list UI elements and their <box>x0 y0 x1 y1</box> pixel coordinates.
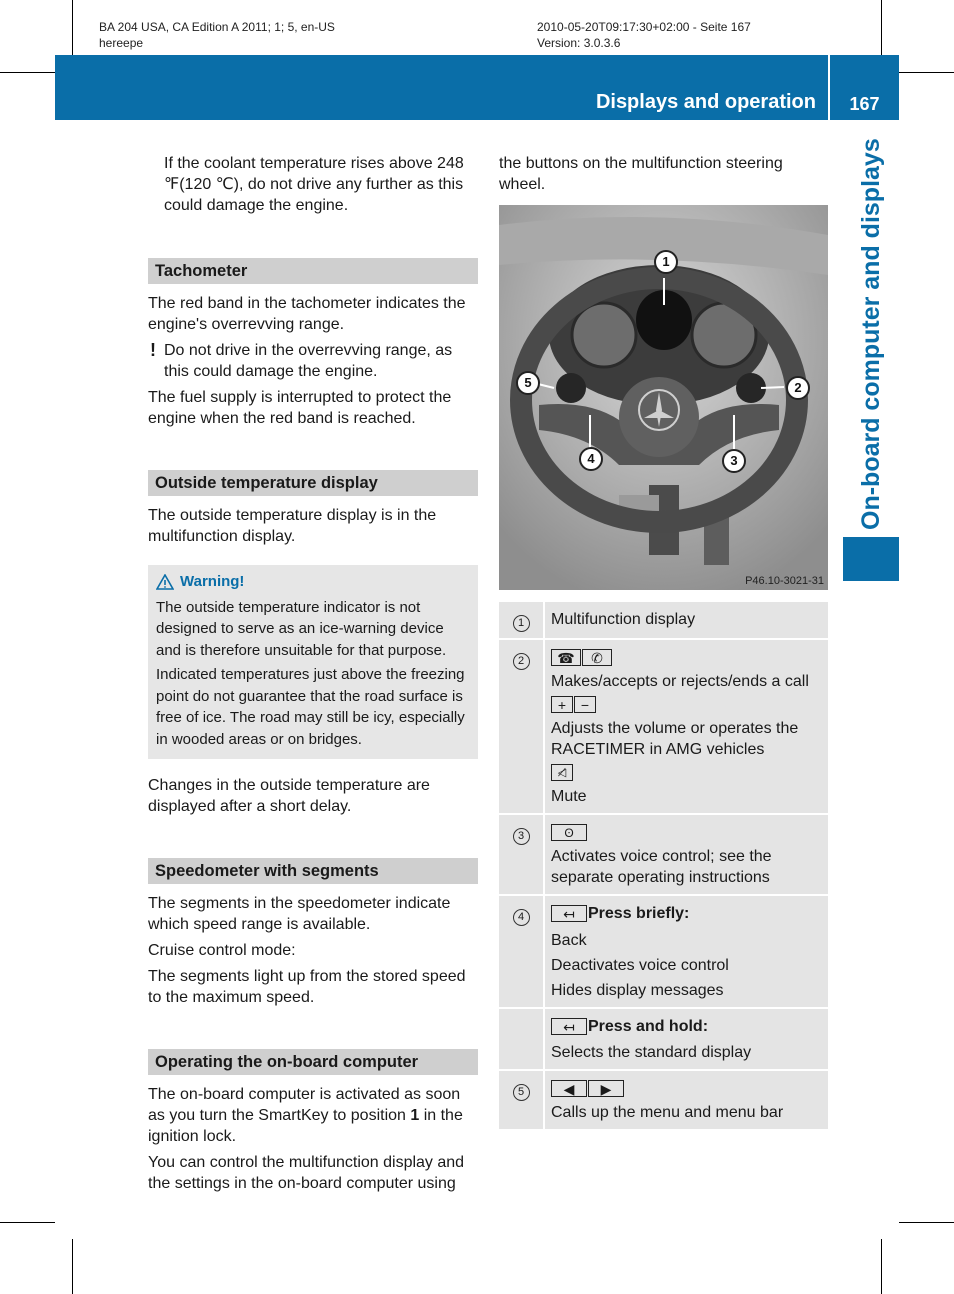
crop-mark <box>881 0 882 55</box>
paragraph: Changes in the outside temperature are displayed after a short delay. <box>148 777 430 815</box>
circled-number: 1 <box>513 615 530 632</box>
paragraph: The red band in the tachometer indicates the engine's overrevving range. <box>148 295 466 333</box>
steering-wheel-photo <box>499 205 828 590</box>
callout-2: 2 <box>786 376 810 400</box>
table-row <box>499 814 828 895</box>
position-number: 1 <box>410 1107 420 1124</box>
circled-number: 4 <box>513 909 530 926</box>
legend-table <box>499 602 828 1129</box>
key-group <box>551 647 822 669</box>
legend-text: Multifunction display <box>544 602 828 639</box>
circled-number: 2 <box>513 653 530 670</box>
text: in the ignition lock. <box>148 1107 463 1145</box>
legend-number <box>499 639 544 814</box>
legend-text: Back <box>551 932 587 949</box>
legend-label-row <box>551 1016 822 1037</box>
table-row <box>499 1070 828 1129</box>
legend-text: Selects the standard display <box>551 1044 752 1061</box>
right-column-intro <box>499 153 819 200</box>
mute-key-icon: ◁̸ <box>551 764 573 781</box>
circled-number: 3 <box>513 828 530 845</box>
warning-title <box>156 571 470 593</box>
key-group <box>551 694 822 716</box>
text: The on-board computer is activated as soon as you turn the SmartKey to position <box>148 1086 461 1124</box>
legend-label: Press briefly: <box>588 905 690 922</box>
header-bar <box>55 55 828 120</box>
paragraph: You can control the multifunction display and the settings in the on-board computer using <box>148 1154 465 1192</box>
heading-outside-temperature: Outside temperature display <box>148 470 478 496</box>
callout-1: 1 <box>654 250 678 274</box>
paragraph: Cruise control mode: <box>148 942 296 959</box>
minus-key-icon: − <box>574 696 596 713</box>
coolant-paragraph: If the coolant temperature rises above 248 ℉(120 ℃), do not drive any further as this could damage the engine. <box>164 155 464 214</box>
side-tab-title: On-board computer and displays <box>857 138 885 530</box>
callout-5: 5 <box>516 371 540 395</box>
back-key-icon: ↤ <box>551 905 587 922</box>
page-number-box <box>830 55 899 120</box>
crop-mark <box>899 72 954 73</box>
exclamation-icon: ! <box>150 340 156 360</box>
side-tab-marker <box>843 537 899 581</box>
right-arrow-key-icon: ▶ <box>588 1080 624 1097</box>
legend-label-row <box>551 903 822 924</box>
meta-line: 2010-05-20T09:17:30+02:00 - Seite 167 <box>537 20 751 34</box>
legend-cell <box>544 1008 828 1070</box>
legend-cell <box>544 639 828 814</box>
legend-cell <box>544 1070 828 1129</box>
paragraph: The segments in the speedometer indicate which speed range is available. <box>148 895 451 933</box>
legend-text: Makes/accepts or rejects/ends a call <box>551 673 809 690</box>
crop-mark <box>0 72 55 73</box>
paragraph: The outside temperature display is in the multifunction display. <box>148 507 437 545</box>
legend-number <box>499 602 544 639</box>
legend-text: Mute <box>551 788 587 805</box>
crop-mark <box>0 1222 55 1223</box>
crop-mark <box>72 1239 73 1294</box>
key-group <box>551 762 822 784</box>
legend-number <box>499 1070 544 1129</box>
table-row <box>499 895 828 1008</box>
warning-text: Indicated temperatures just above the freezing point do not guarantee that the road surface is free of ice. The road may still be icy, especially in wooded areas or on bridges. <box>156 666 465 748</box>
warning-triangle-icon <box>156 574 174 590</box>
key-group <box>551 1078 822 1100</box>
legend-text: Hides display messages <box>551 982 724 999</box>
section-title: Displays and operation <box>595 91 816 113</box>
warning-label: Warning! <box>180 573 245 590</box>
legend-number <box>499 814 544 895</box>
legend-cell <box>544 814 828 895</box>
phone-reject-icon: ☎ <box>551 649 581 666</box>
legend-text: Activates voice control; see the separate operating instructions <box>551 848 772 886</box>
left-arrow-key-icon: ◀ <box>551 1080 587 1097</box>
print-meta-left <box>99 19 335 51</box>
paragraph: The fuel supply is interrupted to protect the engine when the red band is reached. <box>148 389 452 427</box>
table-row <box>499 1008 828 1070</box>
warning-text: The outside temperature indicator is not designed to serve as an ice-warning device and is therefore unsuitable for that purpose. <box>156 598 447 659</box>
page-number: 167 <box>849 94 880 114</box>
circled-number: 5 <box>513 1084 530 1101</box>
crop-mark <box>72 0 73 55</box>
legend-text: Deactivates voice control <box>551 957 729 974</box>
voice-control-key-icon: ʘ <box>551 824 587 841</box>
left-column <box>148 153 478 1199</box>
paragraph: The segments light up from the stored speed to the maximum speed. <box>148 968 466 1006</box>
callout-3: 3 <box>722 449 746 473</box>
legend-label: Press and hold: <box>588 1018 709 1035</box>
warning-box <box>148 565 478 759</box>
photo-id: P46.10-3021-31 <box>745 575 824 587</box>
callout-4: 4 <box>579 447 603 471</box>
legend-cell <box>544 895 828 1008</box>
plus-key-icon: + <box>551 696 573 713</box>
legend-text: Adjusts the volume or operates the RACETIMER in AMG vehicles <box>551 720 799 758</box>
legend-text: Calls up the menu and menu bar <box>551 1104 784 1121</box>
table-row <box>499 639 828 814</box>
heading-speedometer: Speedometer with segments <box>148 858 478 884</box>
note-text: Do not drive in the overrevving range, as this could damage the engine. <box>164 342 453 380</box>
paragraph <box>148 1084 478 1147</box>
table-row <box>499 602 828 639</box>
key-group <box>551 822 822 844</box>
legend-number <box>499 895 544 1008</box>
meta-line: hereepe <box>99 36 144 50</box>
legend-number <box>499 1008 544 1070</box>
back-key-icon: ↤ <box>551 1018 587 1035</box>
note <box>148 340 478 382</box>
crop-mark <box>899 1222 954 1223</box>
meta-line: Version: 3.0.3.6 <box>537 36 621 50</box>
meta-line: BA 204 USA, CA Edition A 2011; 1; 5, en-US <box>99 20 335 34</box>
crop-mark <box>881 1239 882 1294</box>
heading-onboard-computer: Operating the on-board computer <box>148 1049 478 1075</box>
heading-tachometer: Tachometer <box>148 258 478 284</box>
print-meta-right <box>537 19 751 51</box>
paragraph: the buttons on the multifunction steering wheel. <box>499 155 783 193</box>
phone-accept-icon: ✆ <box>582 649 612 666</box>
